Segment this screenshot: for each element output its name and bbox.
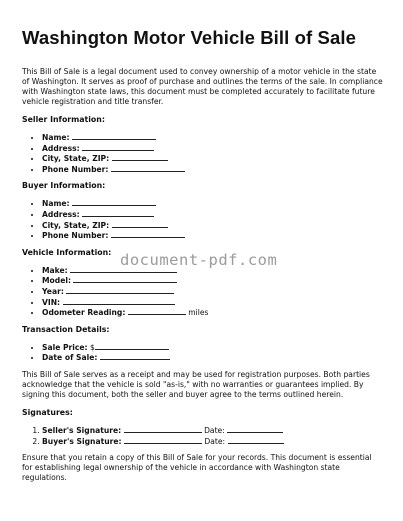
seller-phone-field[interactable]: • Phone Number: [42, 164, 383, 175]
seller-name-field[interactable]: • Name: [42, 132, 383, 143]
signature-fields [22, 425, 383, 446]
vehicle-model-field[interactable]: • Model: [42, 275, 383, 286]
closing-paragraph: Ensure that you retain a copy of this Bill of Sale for your records. This document is essential for establishing legal ownership of the vehicle in accordance with Washington state regulations. [22, 453, 372, 483]
seller-address-field[interactable]: • Address: [42, 143, 383, 154]
buyer-fields [22, 198, 383, 240]
document-title: Washington Motor Vehicle Bill of Sale [22, 27, 356, 48]
buyer-address-field[interactable]: • Address: [42, 209, 383, 220]
receipt-paragraph: This Bill of Sale serves as a receipt and may be used for registration purposes. Both parties acknowledge that the vehicle is sold "as-is," with no warranties or guarantees implied. By signing this document, both the seller and buyer agree to the terms outlined herein. [22, 369, 370, 399]
sale-price-field[interactable]: • Sale Price: $ [42, 342, 383, 353]
vehicle-year-field[interactable]: • Year: [42, 286, 383, 297]
intro-paragraph: This Bill of Sale is a legal document used to convey ownership of a motor vehicle in the state of Washington. It serves as proof of purchase and outlines the terms of the sale. In compliance with Washington state laws, this document must be completed accurately to facilitate future vehicle registration and title transfer. [22, 67, 383, 106]
signatures-heading: Signatures: [22, 407, 73, 417]
sale-date-field[interactable]: • Date of Sale: [42, 352, 383, 363]
seller-fields [22, 132, 383, 174]
seller-signature-field[interactable]: 1. Seller's Signature: Date: [42, 425, 383, 436]
transaction-fields [22, 342, 383, 363]
buyer-name-field[interactable]: • Name: [42, 198, 383, 209]
buyer-heading: Buyer Information: [22, 181, 106, 191]
vehicle-odometer-field[interactable]: • Odometer Reading: miles [42, 307, 383, 318]
buyer-signature-field[interactable]: 2. Buyer's Signature: Date: [42, 436, 383, 447]
vehicle-make-field[interactable]: • Make: [42, 265, 383, 276]
buyer-city-field[interactable]: • City, State, ZIP: [42, 220, 383, 231]
vehicle-vin-field[interactable]: • VIN: [42, 297, 383, 308]
buyer-phone-field[interactable]: • Phone Number: [42, 230, 383, 241]
watermark: document-pdf.com [120, 251, 278, 269]
vehicle-fields [22, 265, 383, 318]
seller-heading: Seller Information: [22, 115, 105, 124]
currency-symbol: $ [90, 342, 95, 352]
vehicle-heading: Vehicle Information: [22, 247, 112, 257]
odometer-unit: miles [188, 308, 209, 318]
transaction-heading: Transaction Details: [22, 324, 110, 334]
seller-city-field[interactable]: • City, State, ZIP: [42, 153, 383, 164]
